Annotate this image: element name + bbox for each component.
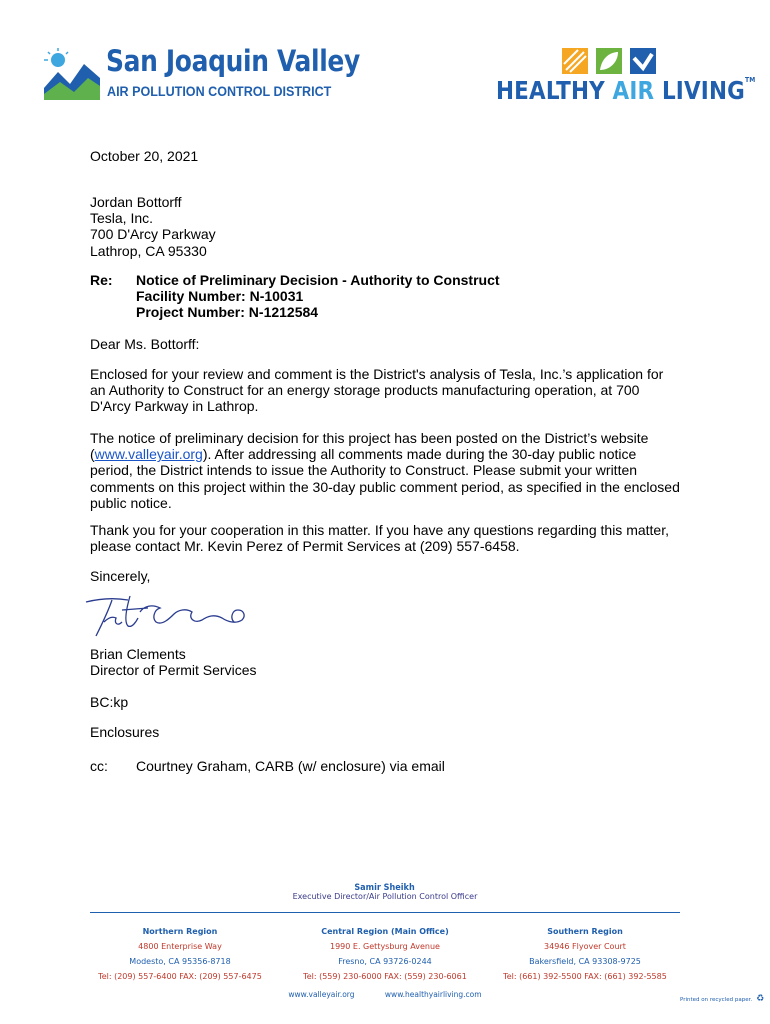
handwritten-signature <box>82 588 252 646</box>
recipient-city: Lathrop, CA 95330 <box>90 242 207 259</box>
letter-date: October 20, 2021 <box>90 148 199 164</box>
footer-link-healthyairliving[interactable]: www.healthyairliving.com <box>384 990 482 999</box>
recycled-paper-note <box>680 994 764 1004</box>
trademark: TM <box>744 76 756 84</box>
region-city: Bakersfield, CA 93308-9725 <box>529 957 641 966</box>
closing: Sincerely, <box>90 568 151 584</box>
signer-title: Director of Permit Services <box>90 662 257 679</box>
region-city: Fresno, CA 93726-0244 <box>338 957 432 966</box>
region-northern <box>80 924 280 984</box>
region-name: Southern Region <box>547 927 623 936</box>
logo-icons <box>562 46 656 76</box>
sjv-apcd-logo <box>44 44 360 104</box>
signer-block <box>90 646 256 678</box>
footer-link-valleyair[interactable]: www.valleyair.org <box>288 990 355 999</box>
subject-line: Notice of Preliminary Decision - Authority to Construct <box>136 272 500 288</box>
recipient-street: 700 D'Arcy Parkway <box>90 226 216 243</box>
enclosures-note: Enclosures <box>90 724 160 740</box>
region-name: Central Region (Main Office) <box>321 927 449 936</box>
sun-icon <box>562 48 588 74</box>
region-address: 34946 Flyover Court <box>544 942 626 951</box>
paragraph-2 <box>90 430 682 511</box>
leaf-icon <box>596 48 622 74</box>
recipient-address <box>90 194 216 259</box>
wordmark-healthy: HEALTHY <box>496 76 605 105</box>
region-southern <box>485 924 685 984</box>
cc-label: cc: <box>90 758 108 774</box>
project-number: Project Number: N-1212584 <box>136 304 319 321</box>
recipient-company: Tesla, Inc. <box>90 210 154 227</box>
region-phone: Tel: (209) 557-6400 FAX: (209) 557-6475 <box>98 972 262 981</box>
footer-websites <box>0 990 770 999</box>
paragraph-2-text: The notice of preliminary decision for this project has been posted on the District’s website ( <box>90 430 649 463</box>
salutation: Dear Ms. Bottorff: <box>90 336 200 352</box>
paragraph-2-text-cont: ). After addressing all comments made during the 30-day public notice period, the District intends to issue the Authority to Construct. Please submit your written comments on this project within the 30-day public comment period, as specified in the enclosed public notice. <box>90 446 680 511</box>
recycle-icon: ♻ <box>756 994 765 1004</box>
mountain-sun-icon <box>44 48 100 100</box>
subject-label: Re: <box>90 272 113 288</box>
region-phone: Tel: (661) 392-5500 FAX: (661) 392-5585 <box>503 972 667 981</box>
logo-title: San Joaquin Valley <box>106 44 360 78</box>
officer-title: Executive Director/Air Pollution Control Officer <box>292 892 478 901</box>
reference-initials: BC:kp <box>90 694 129 710</box>
wordmark-air: AIR <box>612 76 655 105</box>
region-phone: Tel: (559) 230-6000 FAX: (559) 230-6061 <box>303 972 467 981</box>
facility-number: Facility Number: N-10031 <box>136 288 304 305</box>
paragraph-3: Thank you for your cooperation in this matter. If you have any questions regarding this matter, please contact Mr. Kevin Perez of Permit Services at (209) 557-6458. <box>90 522 669 555</box>
logo-subtitle: AIR POLLUTION CONTROL DISTRICT <box>107 84 332 99</box>
region-name: Northern Region <box>142 927 218 936</box>
paragraph-1: Enclosed for your review and comment is the District's analysis of Tesla, Inc.’s application for an Authority to Construct for an energy storage products manufacturing operation, at 700 D'Arcy Parkway in Lathrop. <box>90 366 664 415</box>
signer-name: Brian Clements <box>90 646 186 662</box>
healthy-air-living-logo <box>496 44 756 106</box>
region-central <box>285 924 485 984</box>
wordmark-living: LIVING <box>661 76 745 105</box>
website-link[interactable]: www.valleyair.org <box>94 446 203 463</box>
heart-icon <box>630 48 656 74</box>
cc-recipient: Courtney Graham, CARB (w/ enclosure) via email <box>136 758 445 774</box>
footer-divider <box>90 912 680 913</box>
region-city: Modesto, CA 95356-8718 <box>129 957 231 966</box>
recycled-text: Printed on recycled paper. <box>680 997 753 1003</box>
logo-wordmark <box>496 76 755 105</box>
region-address: 4800 Enterprise Way <box>138 942 222 951</box>
letterhead-footer <box>0 870 770 1020</box>
officer-name: Samir Sheikh <box>354 883 416 893</box>
recipient-name: Jordan Bottorff <box>90 194 182 210</box>
region-address: 1990 E. Gettysburg Avenue <box>330 942 440 951</box>
